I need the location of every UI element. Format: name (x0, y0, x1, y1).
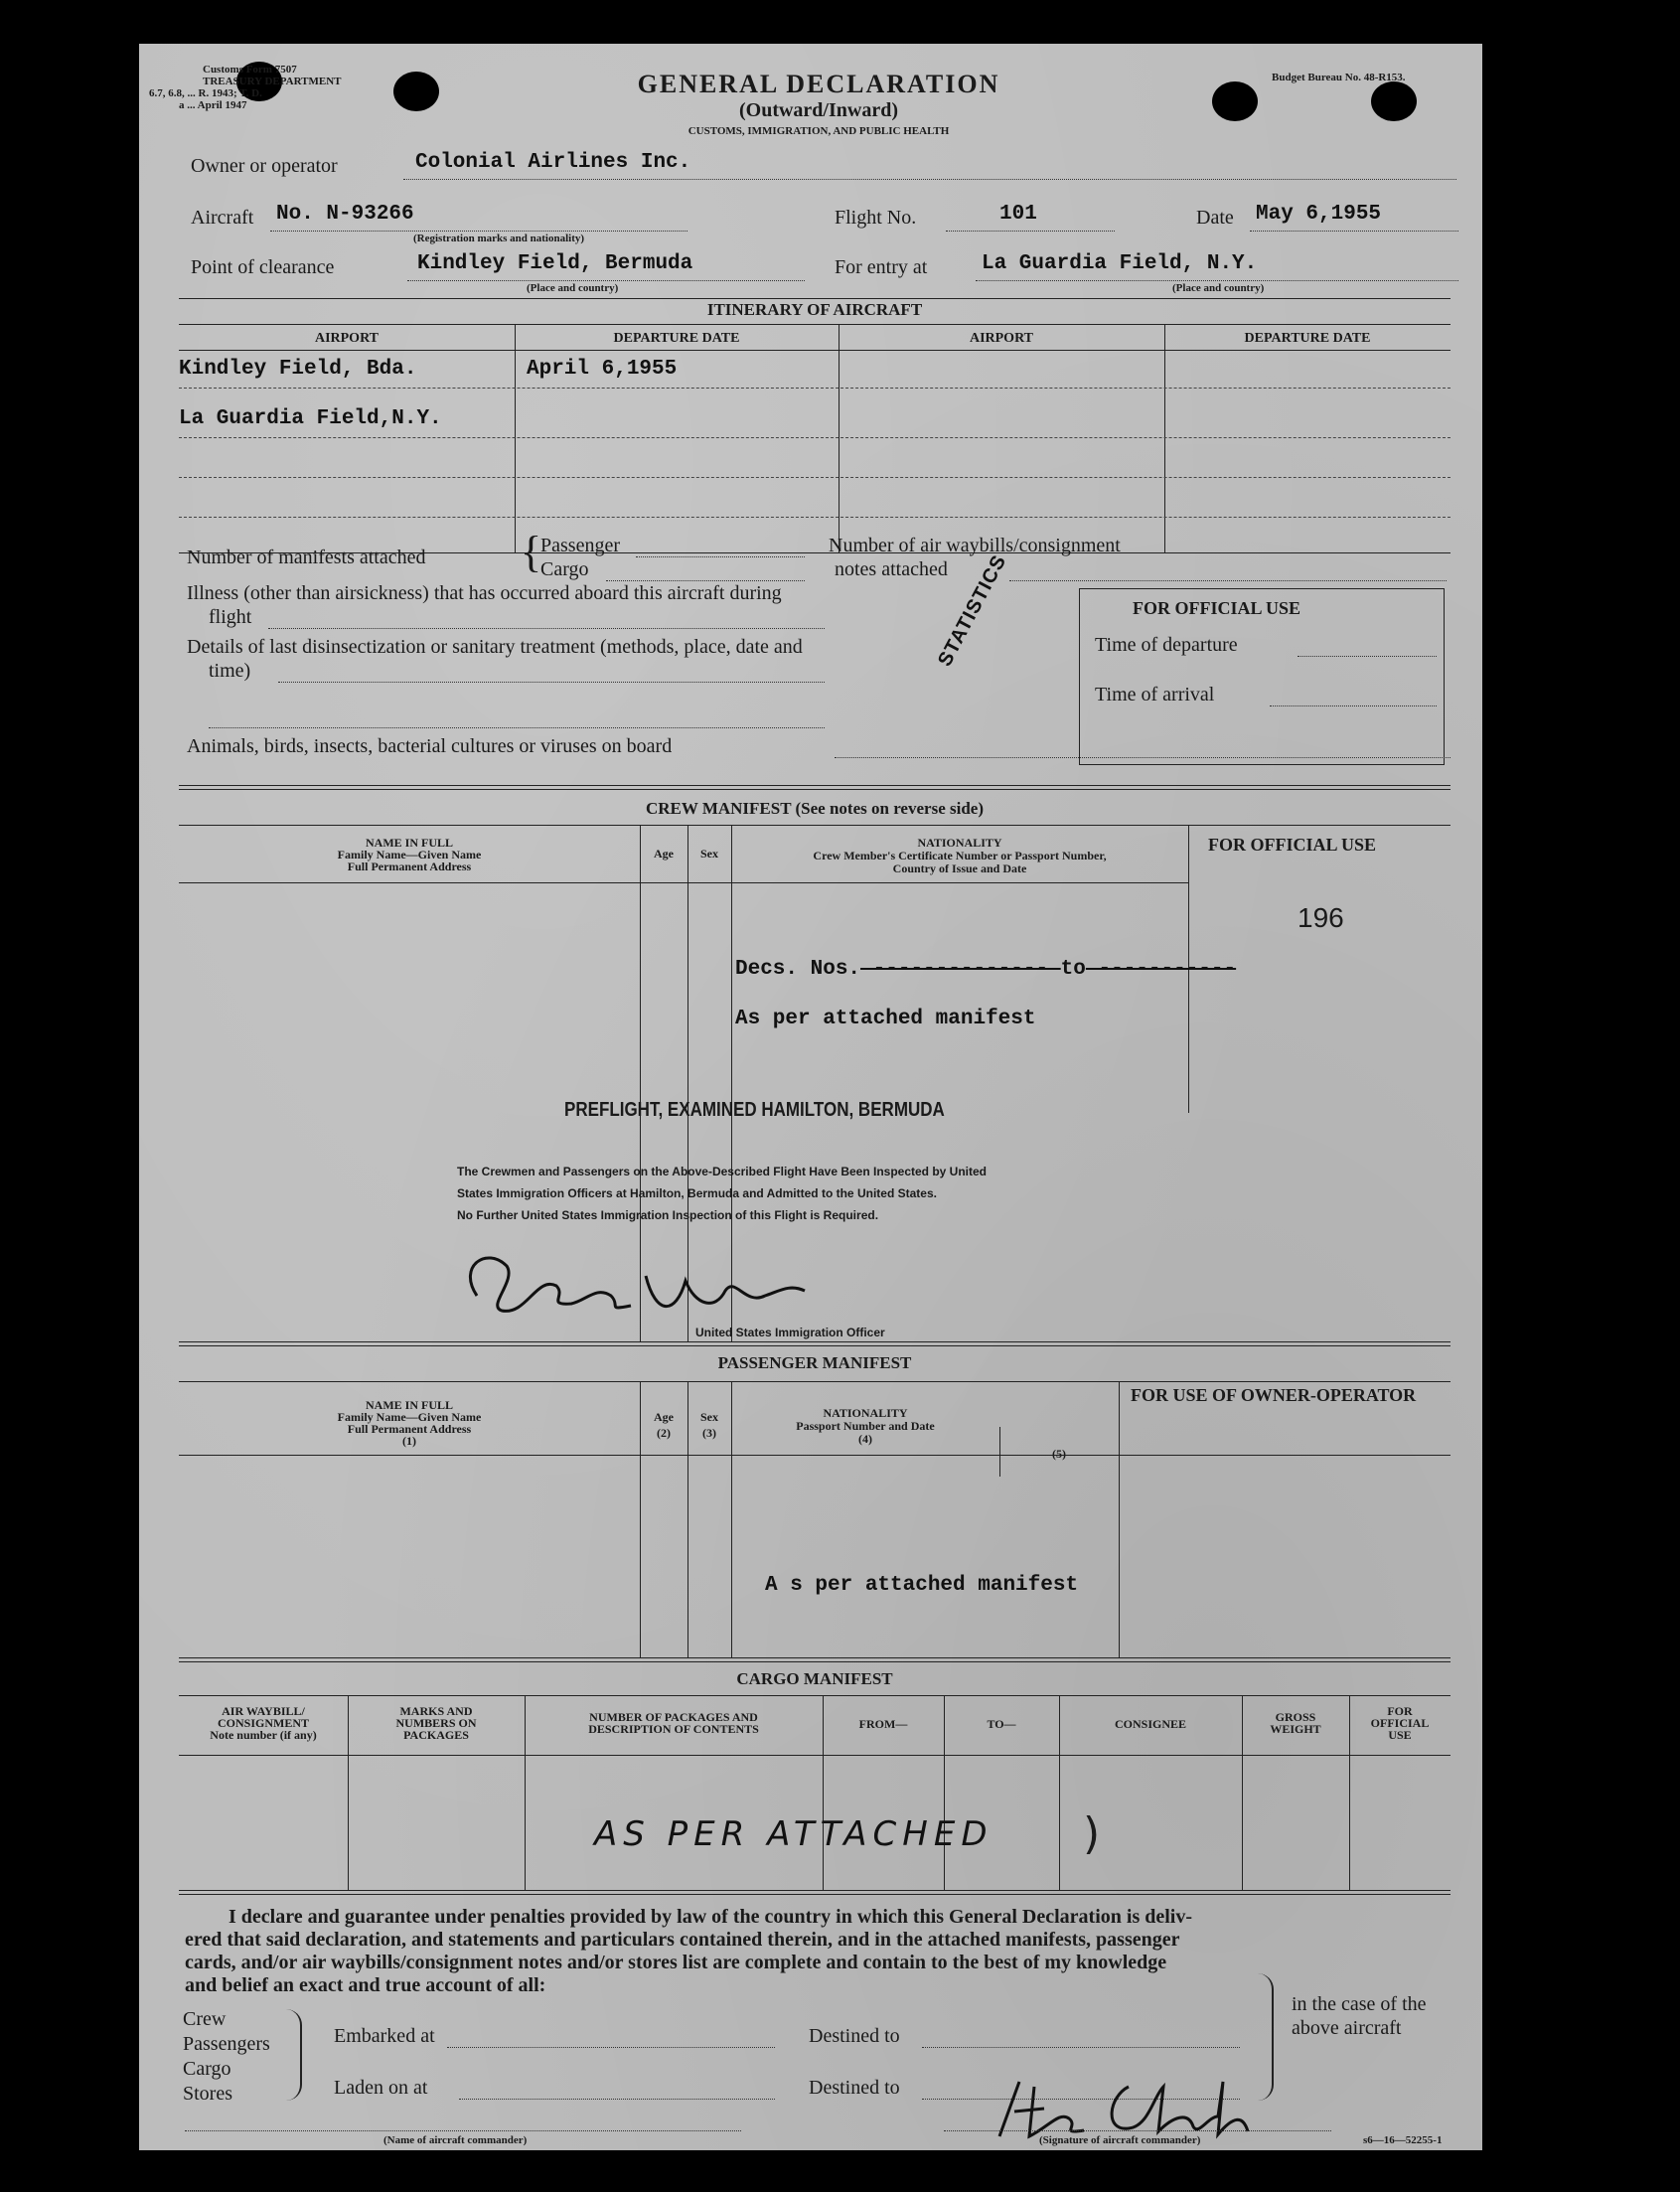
departure-line (1298, 656, 1437, 657)
entry-label: For entry at (835, 256, 928, 278)
flight-label: Flight No. (835, 207, 917, 229)
col-divider (1164, 324, 1165, 552)
cargo-col-consignee: CONSIGNEE (1114, 1717, 1187, 1731)
form-subtitle-2: CUSTOMS, IMMIGRATION, AND PUBLIC HEALTH (687, 125, 950, 137)
passenger-as-per: A s per attached manifest (765, 1574, 1079, 1597)
cargo-col-waybill: AIR WAYBILL/ CONSIGNMENT Note number (if any) (210, 1704, 317, 1742)
laden-on-at: Laden on at (334, 2077, 428, 2099)
name-caption: (Name of aircraft commander) (383, 2134, 528, 2146)
itinerary-header-airport-2: AIRPORT (969, 331, 1034, 346)
itinerary-header-date-2: DEPARTURE DATE (1244, 331, 1371, 346)
form-id-line: 6.7, 6.8, ... R. 1943; T. D. (149, 87, 262, 99)
rule (179, 1890, 1451, 1891)
declaration-text: I declare and guarantee under penalties provided by law of the country in which this General Declaration is deliv- ered that said declaration, and statements and particulars contained therein, and in the attached manifests, passenger cards, and/or air waybills/consignment notes and/or stores list are complete and contain to the best of my knowledge and belief an exact and true account of all: (185, 1906, 1193, 1996)
crew-col-nationality: NATIONALITY Crew Member's Certificate Number or Passport Number, Country of Issue and Date (813, 836, 1107, 875)
waybills-label: Number of air waybills/consignment (829, 535, 1121, 556)
signature-caption: (Signature of aircraft commander) (1039, 2134, 1201, 2146)
cargo-label: Cargo (540, 558, 589, 580)
rule (179, 1657, 1451, 1658)
itinerary-row-line (179, 477, 1451, 478)
crew-official-number: 196 (1298, 902, 1344, 933)
crew-col-sex: Sex (700, 847, 718, 861)
entry-value: La Guardia Field, N.Y. (982, 252, 1258, 275)
disinsect-line-2 (209, 727, 825, 728)
case-of: in the case of the (1292, 1993, 1427, 2015)
waybills-label-2: notes attached (835, 558, 948, 580)
official-use-title: FOR OFFICIAL USE (1133, 598, 1301, 618)
print-code: s6—16—52255-1 (1363, 2134, 1443, 2146)
crew-official-use: FOR OFFICIAL USE (1208, 835, 1377, 855)
itinerary-row-line (179, 517, 1451, 518)
illness-line (268, 628, 825, 629)
rule (179, 785, 1451, 786)
passenger-col-age: Age (2) (654, 1410, 674, 1440)
crew-col-age: Age (654, 847, 674, 861)
cargo-line (606, 580, 805, 581)
laden-line (459, 2099, 775, 2100)
clearance-label: Point of clearance (191, 256, 335, 278)
rule (179, 882, 1188, 883)
case-of-2: above aircraft (1292, 2017, 1402, 2039)
col-divider (515, 324, 516, 552)
rule (179, 825, 1451, 826)
destined-to-2: Destined to (809, 2077, 900, 2099)
punch-hole (1371, 81, 1417, 121)
passenger-col-5: (5) (1052, 1447, 1066, 1461)
itinerary-date-1: April 6,1955 (527, 358, 678, 381)
itinerary-airport-2: La Guardia Field,N.Y. (179, 407, 442, 430)
time-of-arrival: Time of arrival (1095, 684, 1215, 705)
passenger-col-nationality: NATIONALITY Passport Number and Date (4) (796, 1406, 935, 1446)
itinerary-header-airport: AIRPORT (314, 331, 380, 346)
crew-as-per: As per attached manifest (735, 1008, 1036, 1030)
flight-line (946, 231, 1115, 232)
rule (179, 1341, 1451, 1342)
cargo-col-from: FROM— (858, 1717, 908, 1731)
crew-col-name: NAME IN FULL Family Name—Given Name Full Permanent Address (337, 836, 482, 873)
rule (179, 1381, 1451, 1382)
itinerary-title: ITINERARY OF AIRCRAFT (706, 300, 923, 319)
col-divider (1119, 1381, 1120, 1657)
commander-signature (990, 2057, 1288, 2146)
cargo-col-weight: GROSS WEIGHT (1270, 1710, 1321, 1736)
brace-right (286, 2009, 302, 2101)
owner-operator-use: FOR USE OF OWNER-OPERATOR (1131, 1385, 1417, 1405)
rule (179, 1755, 1451, 1756)
rule (179, 1661, 1451, 1662)
signature-line (944, 2130, 1331, 2131)
rule (179, 1894, 1451, 1895)
preflight-stamp: PREFLIGHT, EXAMINED HAMILTON, BERMUDA (564, 1099, 945, 1121)
entry-note: (Place and country) (1172, 282, 1265, 294)
aircraft-note: (Registration marks and nationality) (413, 233, 585, 244)
animals-label: Animals, birds, insects, bacterial cultures or viruses on board (187, 735, 673, 757)
col-divider (839, 324, 840, 552)
cargo-col-marks: MARKS AND NUMBERS ON PACKAGES (395, 1704, 477, 1742)
form-title: GENERAL DECLARATION (637, 70, 1000, 98)
clearance-note: (Place and country) (527, 282, 619, 294)
manifests-label: Number of manifests attached (187, 547, 426, 568)
clearance-value: Kindley Field, Bermuda (417, 252, 693, 275)
rule (1119, 1455, 1451, 1456)
date-label: Date (1196, 207, 1234, 229)
embarked-at: Embarked at (334, 2025, 435, 2047)
rule (179, 298, 1451, 299)
itinerary-row-line (179, 437, 1451, 438)
passenger-line (636, 556, 805, 557)
cargo-col-to: TO— (987, 1717, 1016, 1731)
form-id-line: TREASURY DEPARTMENT (203, 76, 342, 87)
rule (179, 1345, 1451, 1346)
illness-label: Illness (other than airsickness) that has occurred aboard this aircraft during (187, 582, 782, 604)
entry-line (976, 280, 1458, 281)
disinsect-line (278, 682, 825, 683)
officer-title: United States Immigration Officer (695, 1326, 885, 1339)
punch-hole (393, 72, 439, 111)
flight-value: 101 (999, 203, 1037, 226)
passenger-col-name: NAME IN FULL Family Name—Given Name Full Permanent Address (1) (337, 1398, 482, 1448)
immigration-stamp: The Crewmen and Passengers on the Above-Described Flight Have Been Inspected by United States Immigration Officers at Hamilton, Bermuda and Admitted to the United States. No Further United States Immigration Inspection of this Flight is Required. (457, 1165, 988, 1222)
form-id-line: a ... April 1947 (179, 99, 247, 111)
punch-hole (1212, 81, 1258, 121)
waybills-line (1009, 580, 1447, 581)
budget-bureau: Budget Bureau No. 48-R153. (1272, 72, 1406, 83)
rule (179, 789, 1451, 790)
crew-manifest-title: CREW MANIFEST (See notes on reverse side) (646, 799, 984, 818)
destined-line-1 (922, 2047, 1240, 2048)
disinsect-label-2: time) (209, 660, 251, 682)
owner-line (403, 179, 1456, 180)
date-line (1250, 231, 1458, 232)
rule (179, 350, 1451, 351)
embarked-line (447, 2047, 775, 2048)
date-value: May 6,1955 (1256, 203, 1382, 226)
time-of-departure: Time of departure (1095, 634, 1238, 656)
passenger-label: Passenger (540, 535, 620, 556)
aircraft-value: No. N-93266 (276, 203, 414, 226)
rule (179, 324, 1451, 325)
declaration-form (139, 44, 1482, 2150)
illness-label-2: flight (209, 606, 252, 628)
arrival-line (1270, 705, 1437, 706)
brace: { (521, 528, 542, 576)
cargo-col-packages: NUMBER OF PACKAGES AND DESCRIPTION OF CONTENTS (588, 1710, 759, 1736)
itinerary-row-line (179, 388, 1451, 389)
itinerary-header-date: DEPARTURE DATE (613, 331, 740, 346)
aircraft-line (270, 231, 687, 232)
rule (179, 1455, 1119, 1456)
cargo-handwritten: AS PER ATTACHED (594, 1814, 993, 1854)
statistics-stamp: STATISTICS (934, 550, 1011, 671)
name-line (185, 2130, 741, 2131)
cargo-col-official: FOR OFFICIAL USE (1370, 1704, 1430, 1742)
aircraft-label: Aircraft (191, 207, 254, 229)
officer-signature (447, 1236, 864, 1326)
cargo-manifest-title: CARGO MANIFEST (736, 1669, 893, 1688)
declaration-items: Crew Passengers Cargo Stores (183, 2008, 270, 2105)
rule (179, 1695, 1451, 1696)
owner-label: Owner or operator (191, 155, 338, 177)
clearance-line (407, 280, 805, 281)
owner-value: Colonial Airlines Inc. (415, 151, 691, 174)
passenger-col-sex: Sex (3) (700, 1410, 718, 1440)
passenger-manifest-title: PASSENGER MANIFEST (717, 1353, 912, 1372)
decs-nos: Decs. Nos. -------------- to ----------- (735, 958, 1237, 981)
form-id-line: Customs Form 7507 (203, 64, 297, 76)
paren: ) (1083, 1808, 1101, 1859)
disinsect-label: Details of last disinsectization or sanitary treatment (methods, place, date and (187, 636, 803, 658)
destined-to-1: Destined to (809, 2025, 900, 2047)
itinerary-airport-1: Kindley Field, Bda. (179, 358, 417, 381)
form-subtitle: (Outward/Inward) (738, 99, 898, 121)
